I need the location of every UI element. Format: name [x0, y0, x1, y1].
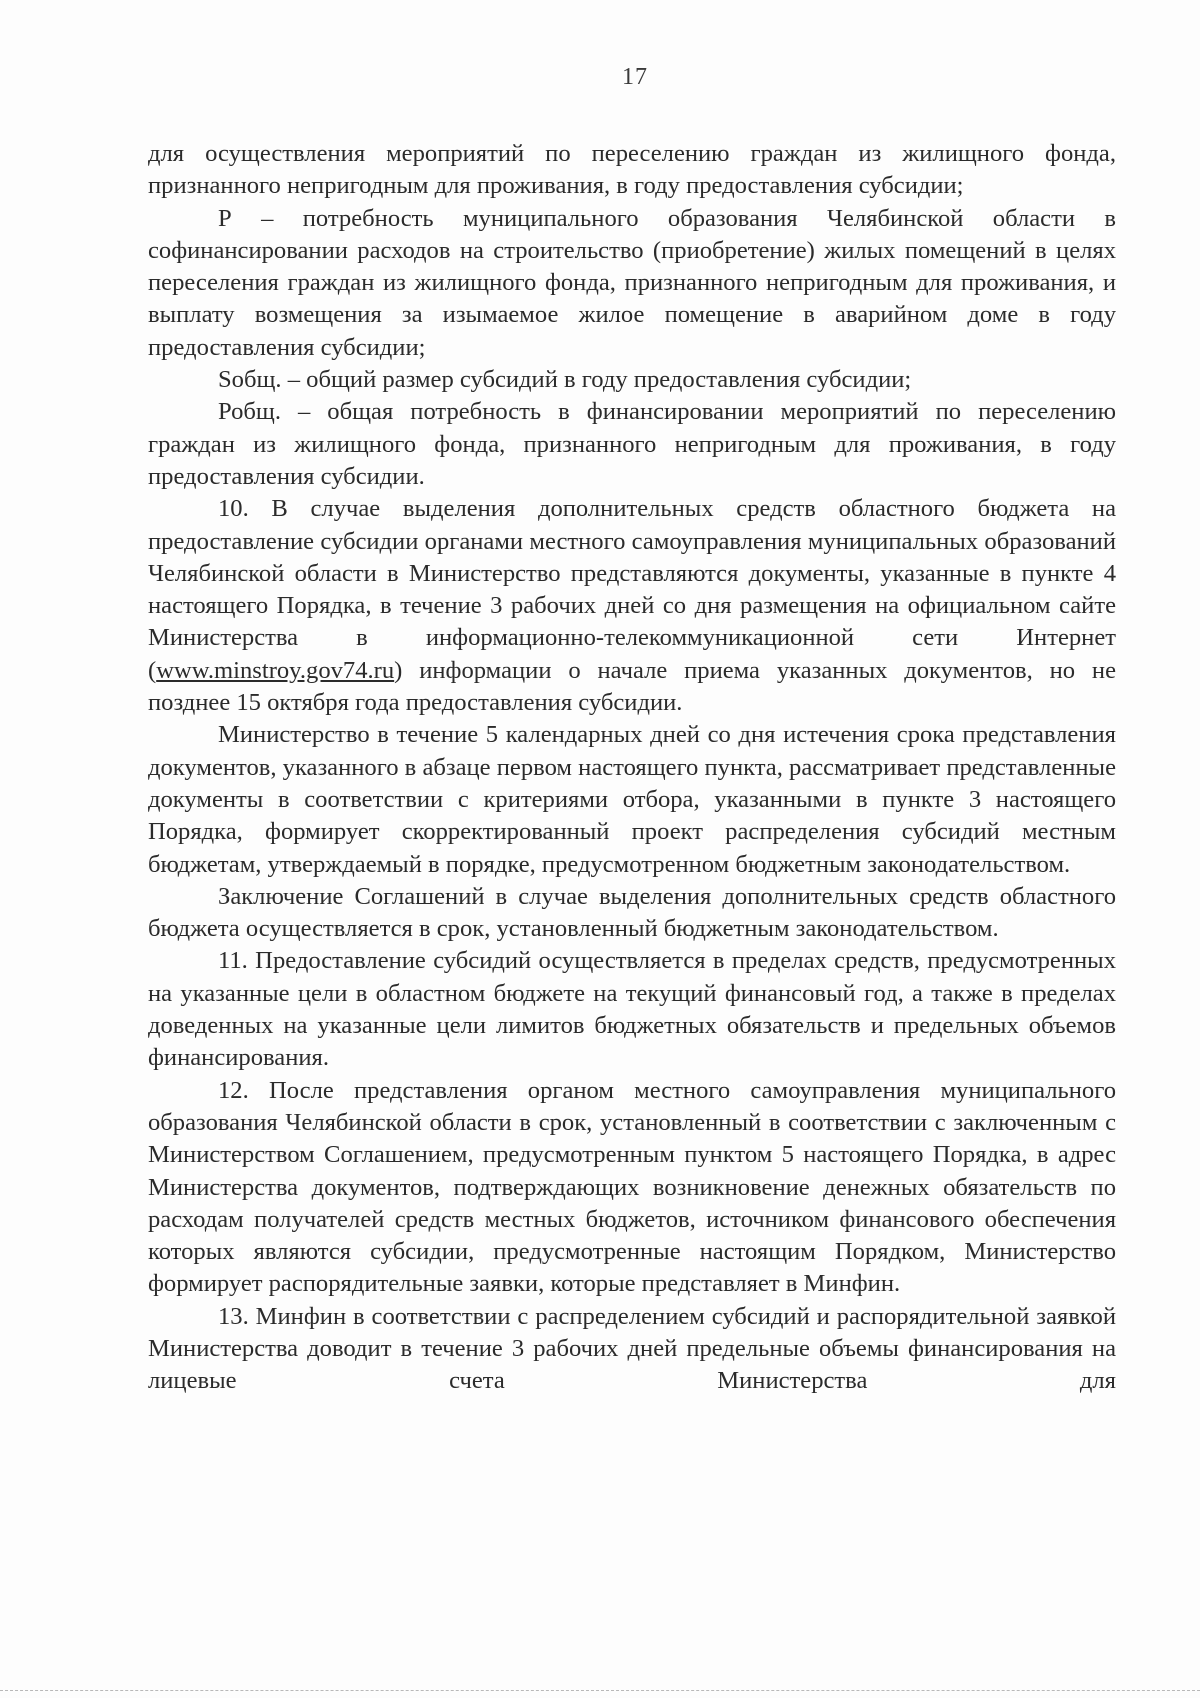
page-number: 17	[622, 64, 648, 90]
paragraph-continuation: для осуществления мероприятий по переселению граждан из жилищного фонда, признанного непригодным для проживания, в году предоставления субсидии;	[148, 140, 1116, 200]
paragraph-item-11: 11. Предоставление субсидий осуществляется в пределах средств, предусмотренных на указанные цели в областном бюджете на текущий финансовый год, а также в пределах доведенных на указанные цели лимитов бюджетных обязательств и предельных объемов финансирования.	[148, 947, 1116, 1072]
paragraph-definition-p-total: Робщ. – общая потребность в финансировании мероприятий по переселению граждан из жилищного фонда, признанного непригодным для проживания, в году предоставления субсидии.	[148, 398, 1116, 490]
document-body	[148, 138, 1116, 1398]
ministry-website-link[interactable]: www.minstroy.gov74.ru	[156, 656, 395, 684]
paragraph-item-13: 13. Минфин в соответствии с распределением субсидий и распорядительной заявкой Министерства доводит в течение 3 рабочих дней предельные объемы финансирования на лицевые счета Министерства для	[148, 1302, 1116, 1395]
paragraph-item-12: 12. После представления органом местного самоуправления муниципального образования Челябинской области в срок, установленный в соответствии с заключенным с Министерством Соглашением, предусмотренным пунктом 5 настоящего Порядка, в адрес Министерства документов, подтверждающих возникновение денежных обязательств по расходам получателей средств местных бюджетов, источником финансового обеспечения которых являются субсидии, предусмотренные настоящим Порядком, Министерство формирует распорядительные заявки, которые представляет в Минфин.	[148, 1076, 1116, 1298]
paragraph-item-10-text-after: ) информации о начале приема указанных документов, но не позднее 15 октября года предоставления субсидии.	[148, 656, 1116, 717]
paragraph-item-10-text-before: 10. В случае выделения дополнительных средств областного бюджета на предоставление субсидии органами местного самоуправления муниципальных образований Челябинской области в Министерство представляются документы, указанные в пункте 4 настоящего Порядка, в течение 3 рабочих дней со дня размещения на официальном сайте Министерства в информационно-телекоммуникационной сети Интернет (	[148, 495, 1116, 684]
paragraph-definition-p: Р – потребность муниципального образования Челябинской области в софинансировании расходов на строительство (приобретение) жилых помещений в целях переселения граждан из жилищного фонда, признанного непригодным для проживания, и выплату возмещения за изымаемое жилое помещение в аварийном доме в году предоставления субсидии;	[148, 204, 1116, 361]
paragraph-agreements: Заключение Соглашений в случае выделения дополнительных средств областного бюджета осуществляется в срок, установленный бюджетным законодательством.	[148, 882, 1116, 943]
paragraph-item-10	[148, 493, 1116, 719]
paragraph-definition-s-total: Sобщ. – общий размер субсидий в году предоставления субсидии;	[218, 366, 912, 394]
paragraph-ministry-review: Министерство в течение 5 календарных дней со дня истечения срока представления документов, указанного в абзаце первом настоящего пункта, рассматривает представленные документы в соответствии с критериями отбора, указанными в пункте 3 настоящего Порядка, формирует скорректированный проект распределения субсидий местным бюджетам, утверждаемый в порядке, предусмотренном бюджетным законодательством.	[148, 721, 1116, 878]
page-bottom-edge	[0, 1690, 1200, 1692]
